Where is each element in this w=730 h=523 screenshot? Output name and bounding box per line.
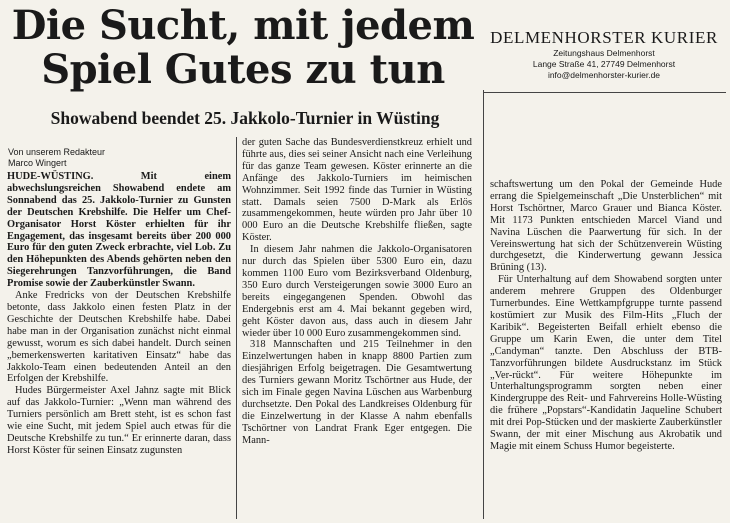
masthead-line-1: Zeitungshaus Delmenhorst xyxy=(553,48,655,58)
article-paragraph: Für Unterhaltung auf dem Showabend sorgten unter anderem mehrere Gruppen des Oldenburger Turnerbundes. Eine Wettkampfgruppe turnte passend kostümiert zur Musik des Film-Hits „Fluch der Karibik“. Begeisterten Beifall erhielt ebenso die Gruppe um Karin Ewen, die unter dem Titel „Candyman“ tanzte. Den Abschluss der BTB-Tanzvorführungen bildete Ausdruckstanz im Stück „Ver-rückt“. Für weitere Höhepunkte im Unterhaltungsprogramm sorgten neben einer Kindergruppe des Reit- und Fahrvereins Holle-Wüsting die frühere „Popstars“-Kandidatin Jaqueline Schubert mit drei Pop-Stücken und der maskierte Zauberkünstler Swann, der mit einer Mischung aus Akrobatik und Magie mit einem Schuss Humor begeisterte. xyxy=(490,274,722,452)
byline-role: Von unserem Redakteur xyxy=(8,147,106,157)
article-column-3 xyxy=(490,179,722,453)
column-rule xyxy=(483,90,484,519)
masthead xyxy=(486,28,722,81)
article-column-2 xyxy=(242,137,472,447)
byline xyxy=(8,147,228,169)
article-column-1 xyxy=(7,171,231,457)
masthead-line-2: Lange Straße 41, 27749 Delmenhorst xyxy=(532,59,676,69)
lead-paragraph: HUDE-WÜSTING. Mit einem abwechslungsreichen Showabend endete am Sonnabend das 25. Jakkolo-Turnier zu Gunsten der Deutschen Krebshilfe. Die Helfer um Chef-Organisator Horst Köster erhielten für ihr Engagement, das insgesamt bereits über 200 000 Euro für den guten Zweck erbrachte, viel Lob. Zu den Höhepunkten des Abends gehörten neben den Siegerehrungen Tanzvorführungen, die Band Promise sowie der Zauberkünstler Swann. xyxy=(7,171,231,290)
masthead-rule xyxy=(484,92,726,93)
article-paragraph: Hudes Bürgermeister Axel Jahnz sagte mit Blick auf das Jakkolo-Turnier: „Wenn man während des Turniers persönlich am Brett steht, ist es schon fast wie eine Sucht, mit jedem Spiel auch etwas für die Deutsche Krebshilfe zu tun.“ Er erinnerte daran, dass Horst Köster für seinen Einsatz zugunsten xyxy=(7,385,231,456)
column-rule xyxy=(236,137,237,519)
paper-name: DELMENHORSTER KURIER xyxy=(490,28,718,47)
masthead-email: info@delmenhorster-kurier.de xyxy=(547,70,661,80)
article-paragraph: der guten Sache das Bundesverdienstkreuz erhielt und führte aus, dies sei seiner Ansicht nach eine Verleihung für das ganze Team gewesen. Köster erinnerte an die Anfänge des Jakkolo-Turniers im heimischen Wohnzimmer. Seit 1992 finde das Turnier in Wüsting statt. Damals seien 7500 D-Mark als Erlös zusammengekommen, heute würden pro Jahr über 10 000 Euro an die Deutsche Krebshilfe fließen, sagte Köster. xyxy=(242,137,472,244)
article-paragraph: Anke Fredricks von der Deutschen Krebshilfe betonte, dass Jakkolo einen festen Platz in der Geschichte der Deutschen Krebshilfe habe. Dabei habe man in der Organisation zunächst nicht einmal gewusst, worum es sich dabei handelt. Durch seinen „bemerkenswerten karitativen Einsatz“ habe das Jakkolo-Team einen bedeutenden Anteil an den Erfolgen der Krebshilfe. xyxy=(7,290,231,385)
article-paragraph: 318 Mannschaften und 215 Teilnehmer in den Einzelwertungen haben in knapp 8800 Partien zum diesjährigen Erfolg beigetragen. Die Gesamtwertung des Turniers gewann Moritz Tschörtner aus Hude, der sich im Finale gegen Navina Lüschen aus Warbenburg durchsetzte. Den Pokal des Landkreises Oldenburg für die Einzelwertung in der Klasse A nahm ebenfalls Tschörtner von Landrat Frank Eger entgegen. Die Mann- xyxy=(242,339,472,446)
byline-author: Marco Wingert xyxy=(8,158,67,168)
headline-line-1: Die Sucht, mit jedem xyxy=(11,2,475,49)
subheadline: Showabend beendet 25. Jakkolo-Turnier in Wüsting xyxy=(50,108,440,128)
headline xyxy=(8,4,478,92)
article-paragraph: schaftswertung um den Pokal der Gemeinde Hude errang die Spielgemeinschaft „Die Unsterblichen“ mit Horst Tschörtner, Marco Grauer und Bianca Köster. Mit 1173 Punkten entschieden Marcel Viand und Navina Lüschen die Paarwertung für sich. In der Vereinswertung hat sich der Schützenverein Wüsting durchgesetzt, die Kinderwertung gewann Jessica Brüning (13). xyxy=(490,179,722,274)
headline-line-2: Spiel Gutes zu tun xyxy=(41,46,445,93)
article-paragraph: In diesem Jahr nahmen die Jakkolo-Organisatoren nur durch das Spielen über 5300 Euro ein, dazu kommen 1100 Euro vom Bezirksverband Oldenburg, 350 Euro durch Versteigerungen sowie 3000 Euro an bereits eingegangenen Spenden. Obwohl das Endergebnis erst am 4. Mai bekannt gegeben wird, geht Köster davon aus, dass auch in diesem Jahr wieder über 10 000 Euro zusammengekommen sind. xyxy=(242,244,472,339)
